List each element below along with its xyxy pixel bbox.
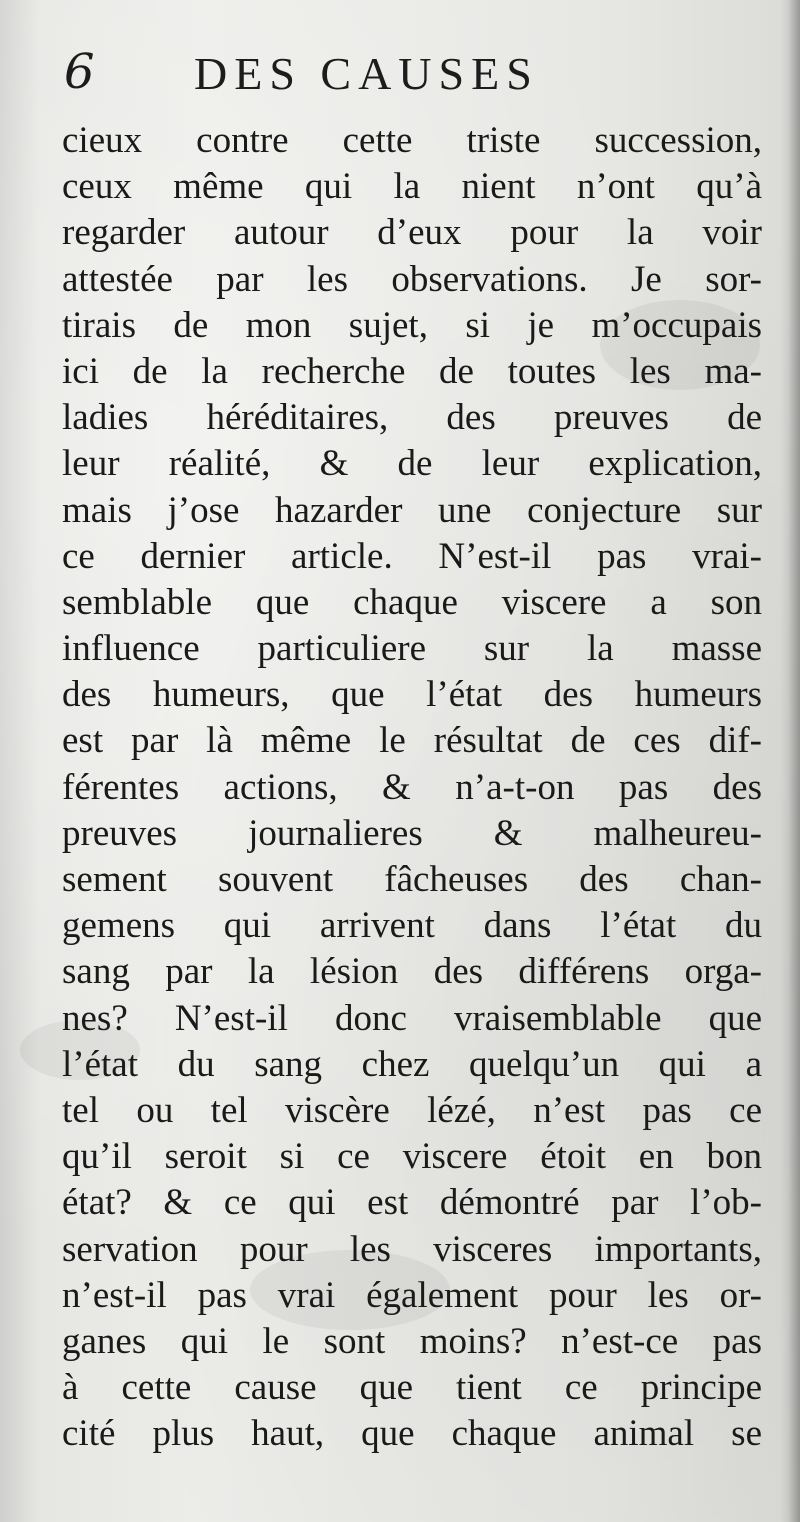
text-line: gemens qui arrivent dans l’état du [62,905,762,947]
text-line: attestée par les observations. Je sor- [62,258,762,300]
text-line: n’est-il pas vrai également pour les or- [62,1274,762,1316]
text-line: mais j’ose hazarder une conjecture sur [62,489,762,531]
text-line: tirais de mon sujet, si je m’occupais [62,304,762,346]
text-line: cieux contre cette triste succession, [62,120,762,161]
text-line: est par là même le résultat de ces dif- [62,720,762,762]
text-line: ici de la recherche de toutes les ma- [62,350,762,392]
page-edge-shadow [788,0,800,1522]
text-line: l’état du sang chez quelqu’un qui a [62,1043,762,1085]
text-line: férentes actions, & n’a-t-on pas des [62,766,762,808]
text-line: regarder autour d’eux pour la voir [62,212,762,254]
text-line: ganes qui le sont moins? n’est-ce pas [62,1320,762,1362]
text-line: à cette cause que tient ce principe [62,1367,762,1409]
text-line: preuves journalieres & malheureu- [62,812,762,854]
body-text [62,118,762,1508]
running-title: DES CAUSES [194,48,539,99]
text-line: ce dernier article. N’est-il pas vrai- [62,535,762,577]
text-line: cité plus haut, que chaque animal se [62,1413,762,1455]
text-line: sang par la lésion des différens orga- [62,951,762,993]
text-line: ceux même qui la nient n’ont qu’à [62,166,762,208]
text-line: semblable que chaque viscere a son [62,581,762,623]
page-number: 6 [64,44,95,100]
text-line: servation pour les visceres importants, [62,1228,762,1270]
text-line: qu’il seroit si ce viscere étoit en bon [62,1136,762,1178]
text-line: leur réalité, & de leur explication, [62,443,762,485]
text-line: ladies héréditaires, des preuves de [62,397,762,439]
text-line: sement souvent fâcheuses des chan- [62,859,762,900]
text-line: état? & ce qui est démontré par l’ob- [62,1182,762,1224]
page-header [58,40,758,110]
text-line: nes? N’est-il donc vraisemblable que [62,997,762,1039]
text-line: tel ou tel viscère lézé, n’est pas ce [62,1089,762,1131]
text-line: des humeurs, que l’état des humeurs [62,674,762,716]
text-line: influence particuliere sur la masse [62,628,762,670]
